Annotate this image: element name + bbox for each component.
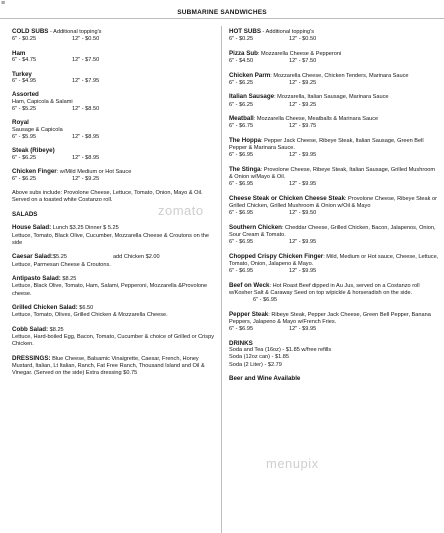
item-description: : Provolone Cheese, Ribeye Steak or Grilled Chicken, Grilled Mushroom & Onion w/Oil & Mayo: [229, 195, 437, 210]
price-12: 12" - $9.50: [289, 210, 317, 217]
drinks-header: DRINKS: [229, 339, 253, 347]
price-12: 12" - $7.50: [289, 58, 317, 64]
menu-item-grilled-chicken-salad: [12, 304, 217, 319]
price-6: 6" - $5.95: [12, 133, 37, 140]
dressings-label: DRESSINGS:: [12, 354, 51, 362]
cold-subs-header-block: [12, 28, 217, 43]
item-name: Caesar Salad:: [12, 253, 53, 261]
item-name: Pizza Sub: [229, 49, 258, 57]
left-column: [12, 28, 217, 384]
price-6: 6" - $4.75: [12, 57, 37, 63]
item-description: : Ribeye Steak, Pepper Jack Cheese, Green Bell Pepper, Banana Peppers, Jalapeno & Mayo w/French Fries.: [229, 311, 431, 326]
item-description: : Provolone Cheese, Ribeye Steak, Italian Sausage, Grilled Mushroom & Onion w/Mayo & Oil.: [229, 166, 436, 181]
price-6: 6" - $0.25: [229, 36, 254, 43]
menu-item-cheese-steak: [229, 195, 439, 218]
item-name: Chopped Crispy Chicken Finger: [229, 252, 324, 260]
dressings-list: Blue Cheese, Balsamic Vinaigrette, Caesar, French, Honey Mustard, Italian, Lt Italian, Ranch, Fat Free Ranch, Thousand Island and Oil & Vinegar. (Served on the side) Extra dressing $0.75: [12, 355, 205, 377]
item-description: : Mild, Medium or Hot sauce, Cheese, Lettuce, Tomato, Onion, Jalapeno & Mayo.: [229, 253, 439, 268]
price-12: 12" - $8.50: [72, 105, 100, 112]
page-title: SUBMARINE SANDWICHES: [177, 9, 267, 16]
item-description: : Mozzarella Cheese, Chicken Tenders, Marinara Sauce: [270, 72, 409, 79]
menu-item-beef-on-weck: [229, 282, 439, 305]
menu-item-the-hoppa: [229, 137, 439, 160]
hot-subs-header-block: [229, 28, 439, 43]
item-description: : Pepper Jack Cheese, Ribeye Steak, Italian Sausage, Green Bell Pepper & Marinara Sauce.: [229, 137, 424, 152]
price-6: 6" - $6.25: [229, 79, 254, 86]
item-name: Cobb Salad:: [12, 325, 49, 333]
item-description: : Hot Roast Beef dipped in Au Jus, served on a Costanzo roll w/Kosher Salt & Caraway Seed on top w/pickle & horseradish on the side.: [229, 282, 420, 297]
price-12: 12" - $7.95: [72, 77, 100, 84]
item-description: Ham, Capicola & Salami: [12, 98, 73, 105]
item-name: The Stinga: [229, 165, 261, 173]
price-6: 6" - $6.25: [229, 101, 254, 108]
menu-item-the-stinga: [229, 166, 439, 189]
price-6: 6" - $5.25: [12, 105, 37, 112]
menu-item-turkey: [12, 71, 217, 85]
item-description: Sausage & Capicola: [12, 126, 63, 133]
drink-item: Soda (2 Liter) - $2.79: [229, 361, 282, 368]
price-6: 6" - $6.95: [229, 152, 254, 159]
price-6: 6" - $4.95: [12, 77, 37, 84]
item-name: House Salad:: [12, 224, 52, 232]
price-6: 6" - $6.95: [229, 268, 254, 275]
item-description: : Mozzarella, Italian Sausage, Marinara Sauce: [274, 94, 389, 101]
watermark-menupix: menupix: [266, 456, 319, 471]
price-6: 6" - $0.25: [12, 36, 37, 43]
right-column: [229, 28, 439, 389]
item-name: Ham: [12, 49, 26, 57]
price-6: 6" - $6.95: [229, 326, 254, 333]
price-12: 12" - $7.50: [72, 57, 100, 63]
menu-item-house-salad: [12, 224, 217, 247]
item-name: Steak (Ribeye): [12, 147, 55, 155]
price-6: 6" - $6.95: [253, 297, 278, 304]
price-12: 12" - $9.95: [289, 152, 317, 159]
menu-item-ham: [12, 50, 217, 64]
add-chicken-price: add Chicken $2.00: [112, 254, 160, 261]
menu-item-southern-chicken: [229, 224, 439, 247]
price-6: 6" - $6.95: [229, 181, 254, 188]
price-6: 6" - $6.25: [12, 154, 37, 161]
menu-item-antipasto-salad: [12, 275, 217, 298]
corner-glyph: ≡: [1, 0, 6, 7]
item-name: Chicken Finger: [12, 168, 57, 176]
menu-item-meatball: [229, 115, 439, 130]
price-6: 6" - $4.50: [229, 58, 254, 64]
item-name: Beef on Weck: [229, 281, 270, 289]
cold-subs-note: - Additional topping's: [48, 29, 102, 35]
item-description: Lettuce, Parmesan Cheese & Croutons.: [12, 261, 111, 268]
price-12: 12" - $9.75: [289, 123, 317, 130]
menu-item-royal: [12, 119, 217, 141]
item-name: Grilled Chicken Salad:: [12, 304, 78, 312]
price-12: 12" - $9.25: [72, 176, 100, 183]
menu-item-chicken-parm: [229, 72, 439, 87]
item-price: $8.25: [48, 326, 64, 333]
menu-item-pepper-steak: [229, 311, 439, 334]
price-12: 12" - $9.25: [289, 79, 317, 86]
menu-item-assorted: [12, 91, 217, 113]
menu-item-pizza-sub: [229, 50, 439, 65]
price-12: 12" - $9.95: [289, 181, 317, 188]
item-description: : w/Mild Medium or Hot Sauce: [56, 169, 132, 176]
dressings-block: [12, 355, 217, 378]
price-12: 12" - $0.50: [72, 36, 100, 43]
item-name: The Hoppa: [229, 136, 261, 144]
price-12: 12" - $8.95: [72, 133, 100, 140]
item-name: Royal: [12, 119, 29, 127]
item-price: $6.50: [77, 305, 94, 312]
price-12: 12" - $9.25: [289, 101, 317, 108]
menu-item-italian-sausage: [229, 93, 439, 108]
item-description: Lettuce, Black Olive, Tomato, Ham, Salami, Pepperoni, Mozzarella &Provolone cheese.: [12, 283, 208, 297]
item-name: Antipasto Salad:: [12, 275, 61, 283]
column-divider: [221, 26, 222, 533]
item-description: : Mozzarella Cheese, Meatballs & Marinara Sauce: [253, 116, 379, 123]
item-name: Cheese Steak or Chicken Cheese Steak: [229, 194, 345, 202]
beer-wine-note: Beer and Wine Available: [229, 375, 301, 383]
price-12: 12" - $8.95: [72, 154, 100, 161]
lunch-price: Lunch $3.25: [51, 225, 84, 232]
item-price: $5.25: [52, 254, 67, 261]
item-name: Italian Sausage: [229, 93, 275, 101]
price-12: 12" - $9.95: [289, 268, 317, 275]
salads-header-block: [12, 211, 217, 218]
price-6: 6" - $6.95: [229, 210, 254, 217]
price-12: 12" - $0.50: [289, 36, 317, 43]
item-name: Southern Chicken: [229, 223, 282, 231]
item-name: Assorted: [12, 91, 39, 99]
menu-item-chopped-crispy-chicken-finger: [229, 253, 439, 276]
item-description: Lettuce, Hard-boiled Egg, Bacon, Tomato, Cucumber & choice of Grilled or Crispy Chicken.: [12, 334, 214, 348]
menu-item-cobb-salad: [12, 326, 217, 349]
item-name: Meatball: [229, 115, 254, 123]
menu-item-steak-ribeye: [12, 147, 217, 161]
price-6: 6" - $6.95: [229, 239, 254, 246]
item-description: : Cheddar Cheese, Grilled Chicken, Bacon, Jalapenos, Onion, Sour Cream & Tomato.: [229, 224, 436, 239]
drink-item: Soda and Tea (16oz) - $1.85 w/free refills: [229, 347, 332, 354]
beer-wine-block: [229, 375, 439, 382]
menu-item-caesar-salad: [12, 253, 217, 268]
dinner-price: Dinner $ 5.25: [83, 225, 119, 232]
item-description: : Mozzarella Cheese & Pepperoni: [257, 50, 342, 57]
item-name: Turkey: [12, 70, 32, 78]
drinks-block: [229, 340, 439, 369]
item-price: $8.25: [60, 276, 77, 283]
price-12: 12" - $9.95: [289, 239, 317, 246]
item-name: Chicken Parm: [229, 71, 271, 79]
price-6: 6" - $6.25: [12, 176, 37, 183]
menu-item-chicken-finger: [12, 168, 217, 183]
cold-subs-header: COLD SUBS: [12, 28, 49, 35]
item-description: Lettuce, Tomato, Olives, Grilled Chicken & Mozzarella Cheese.: [12, 312, 168, 319]
item-description: Lettuce, Tomato, Black Olive, Cucumber, Mozzarella Cheese & Croutons on the side: [12, 232, 210, 246]
drink-item: Soda (12oz can) - $1.85: [229, 354, 290, 361]
salads-header: SALADS: [12, 210, 38, 218]
hot-subs-note: - Additional topping's: [260, 29, 314, 35]
cold-subs-footer: Above subs include: Provolone Cheese, Lettuce, Tomato, Onion, Mayo & Oil. Served on a toasted white Costanzo roll.: [12, 189, 203, 204]
hot-subs-header: HOT SUBS: [229, 28, 261, 35]
watermark-zomato: zomato: [158, 203, 204, 218]
price-12: 12" - $9.95: [289, 326, 317, 333]
item-name: Pepper Steak: [229, 310, 269, 318]
price-6: 6" - $6.75: [229, 123, 254, 130]
